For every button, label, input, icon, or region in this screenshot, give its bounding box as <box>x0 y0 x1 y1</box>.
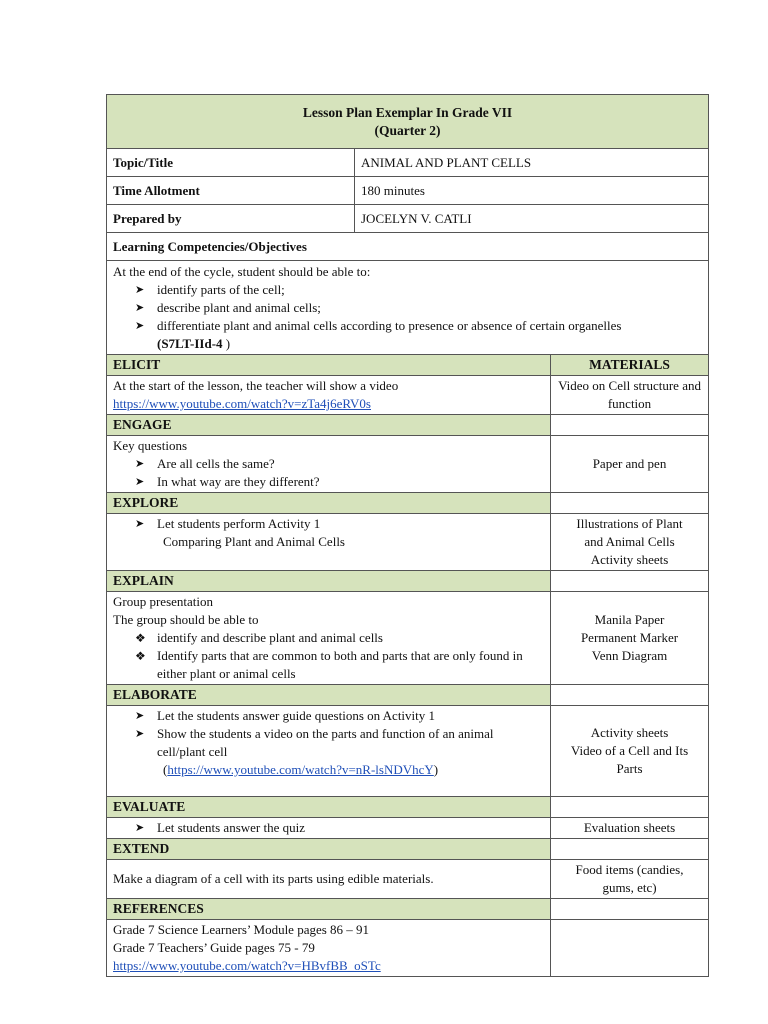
material-line: and Animal Cells <box>584 534 675 549</box>
list-item: ➤ Let students perform Activity 1 <box>135 515 544 533</box>
evaluate-list <box>113 819 544 837</box>
explore-content <box>107 514 551 571</box>
evaluate-heading-row <box>107 797 709 818</box>
objectives-heading: Learning Competencies/Objectives <box>107 233 709 261</box>
references-content <box>107 920 551 977</box>
references-heading: REFERENCES <box>107 899 551 920</box>
extend-heading-row <box>107 839 709 860</box>
title-line-1: Lesson Plan Exemplar In Grade VII <box>302 104 513 120</box>
engage-intro: Key questions <box>113 438 188 453</box>
explore-row <box>107 514 709 571</box>
empty-cell <box>551 571 709 592</box>
empty-cell <box>551 839 709 860</box>
material-line: Activity sheets <box>590 552 669 567</box>
topic-label: Topic/Title <box>107 149 355 177</box>
explain-list <box>113 629 544 683</box>
extend-materials <box>551 860 709 899</box>
link-paren-close: ) <box>433 762 439 777</box>
material-line: Venn Diagram <box>591 648 668 663</box>
elicit-text: At the start of the lesson, the teacher will show a video <box>113 378 399 393</box>
elaborate-row <box>107 706 709 797</box>
engage-heading: ENGAGE <box>107 415 551 436</box>
elicit-video-link[interactable]: https://www.youtube.com/watch?v=zTa4j6eRV0s <box>113 396 371 411</box>
explore-item-continuation: Comparing Plant and Animal Cells <box>163 534 345 549</box>
extend-row <box>107 860 709 899</box>
objectives-heading-row <box>107 233 709 261</box>
explore-heading-row <box>107 493 709 514</box>
list-item: ➤ describe plant and animal cells; <box>135 299 702 317</box>
link-paren-open: ( <box>163 762 168 777</box>
evaluate-heading: EVALUATE <box>107 797 551 818</box>
title-line-2: (Quarter 2) <box>374 122 441 138</box>
time-value: 180 minutes <box>355 177 709 205</box>
info-row-topic <box>107 149 709 177</box>
reference-line: Grade 7 Science Learners’ Module pages 86 – 91 <box>113 922 370 937</box>
explain-line-1: Group presentation <box>113 594 214 609</box>
objectives-cell <box>107 261 709 355</box>
material-line: Food items (candies, <box>575 862 684 877</box>
objectives-intro: At the end of the cycle, student should be able to: <box>113 264 371 279</box>
extend-heading: EXTEND <box>107 839 551 860</box>
empty-cell <box>551 797 709 818</box>
material-line: Activity sheets <box>590 725 669 740</box>
reference-line: Grade 7 Teachers’ Guide pages 75 - 79 <box>113 940 315 955</box>
explain-content <box>107 592 551 685</box>
list-item: ❖ identify and describe plant and animal cells <box>135 629 544 647</box>
elicit-heading-row <box>107 355 709 376</box>
time-label: Time Allotment <box>107 177 355 205</box>
elaborate-heading: ELABORATE <box>107 685 551 706</box>
competency-code: (S7LT-IId-4 <box>157 336 223 351</box>
list-item: ➤ Let students answer the quiz <box>135 819 544 837</box>
references-heading-row <box>107 899 709 920</box>
elaborate-video-link[interactable]: https://www.youtube.com/watch?v=nR-lsNDVhcY <box>167 762 434 777</box>
engage-row <box>107 436 709 493</box>
material-line: Illustrations of Plant <box>576 516 683 531</box>
engage-content <box>107 436 551 493</box>
list-item: ➤ differentiate plant and animal cells according to presence or absence of certain organelles <box>135 317 702 335</box>
elicit-content <box>107 376 551 415</box>
elaborate-heading-row <box>107 685 709 706</box>
objectives-list <box>113 281 702 335</box>
elicit-row <box>107 376 709 415</box>
material-line: Permanent Marker <box>580 630 679 645</box>
list-item: ➤ identify parts of the cell; <box>135 281 702 299</box>
empty-cell <box>551 685 709 706</box>
elaborate-materials <box>551 706 709 797</box>
material-line: Video of a Cell and Its <box>570 743 689 758</box>
explore-heading: EXPLORE <box>107 493 551 514</box>
materials-heading: MATERIALS <box>551 355 709 376</box>
elicit-materials: Video on Cell structure and function <box>551 376 709 415</box>
engage-heading-row <box>107 415 709 436</box>
info-row-prepared <box>107 205 709 233</box>
explain-materials <box>551 592 709 685</box>
material-line: Manila Paper <box>594 612 665 627</box>
prepared-value: JOCELYN V. CATLI <box>355 205 709 233</box>
empty-cell <box>551 415 709 436</box>
topic-value: ANIMAL AND PLANT CELLS <box>355 149 709 177</box>
empty-cell <box>551 920 709 977</box>
header-row <box>107 95 709 149</box>
empty-cell <box>551 899 709 920</box>
material-line: gums, etc) <box>602 880 657 895</box>
prepared-label: Prepared by <box>107 205 355 233</box>
evaluate-content <box>107 818 551 839</box>
list-item: ➤ Let the students answer guide questions on Activity 1 <box>135 707 544 725</box>
plan-title <box>107 95 709 149</box>
engage-list <box>113 455 544 491</box>
explain-line-2: The group should be able to <box>113 612 259 627</box>
objectives-row <box>107 261 709 355</box>
material-line: Parts <box>616 761 643 776</box>
explain-heading: EXPLAIN <box>107 571 551 592</box>
elaborate-list <box>113 707 544 761</box>
evaluate-row <box>107 818 709 839</box>
engage-materials: Paper and pen <box>551 436 709 493</box>
info-row-time <box>107 177 709 205</box>
extend-text: Make a diagram of a cell with its parts using edible materials. <box>107 860 551 899</box>
explore-list <box>113 515 544 533</box>
empty-cell <box>551 493 709 514</box>
lesson-plan-table <box>106 94 709 977</box>
reference-video-link[interactable]: https://www.youtube.com/watch?v=HBvfBB_oSTc <box>113 958 381 973</box>
explain-heading-row <box>107 571 709 592</box>
list-item: ❖ Identify parts that are common to both and parts that are only found in either plant or animal cells <box>135 647 544 683</box>
list-item: ➤ Are all cells the same? <box>135 455 544 473</box>
explore-materials <box>551 514 709 571</box>
explain-row <box>107 592 709 685</box>
list-item: ➤ Show the students a video on the parts and function of an animal cell/plant cell <box>135 725 544 761</box>
evaluate-materials: Evaluation sheets <box>551 818 709 839</box>
elaborate-content <box>107 706 551 797</box>
references-row <box>107 920 709 977</box>
competency-code-end: ) <box>225 336 231 351</box>
list-item: ➤ In what way are they different? <box>135 473 544 491</box>
elicit-heading: ELICIT <box>107 355 551 376</box>
